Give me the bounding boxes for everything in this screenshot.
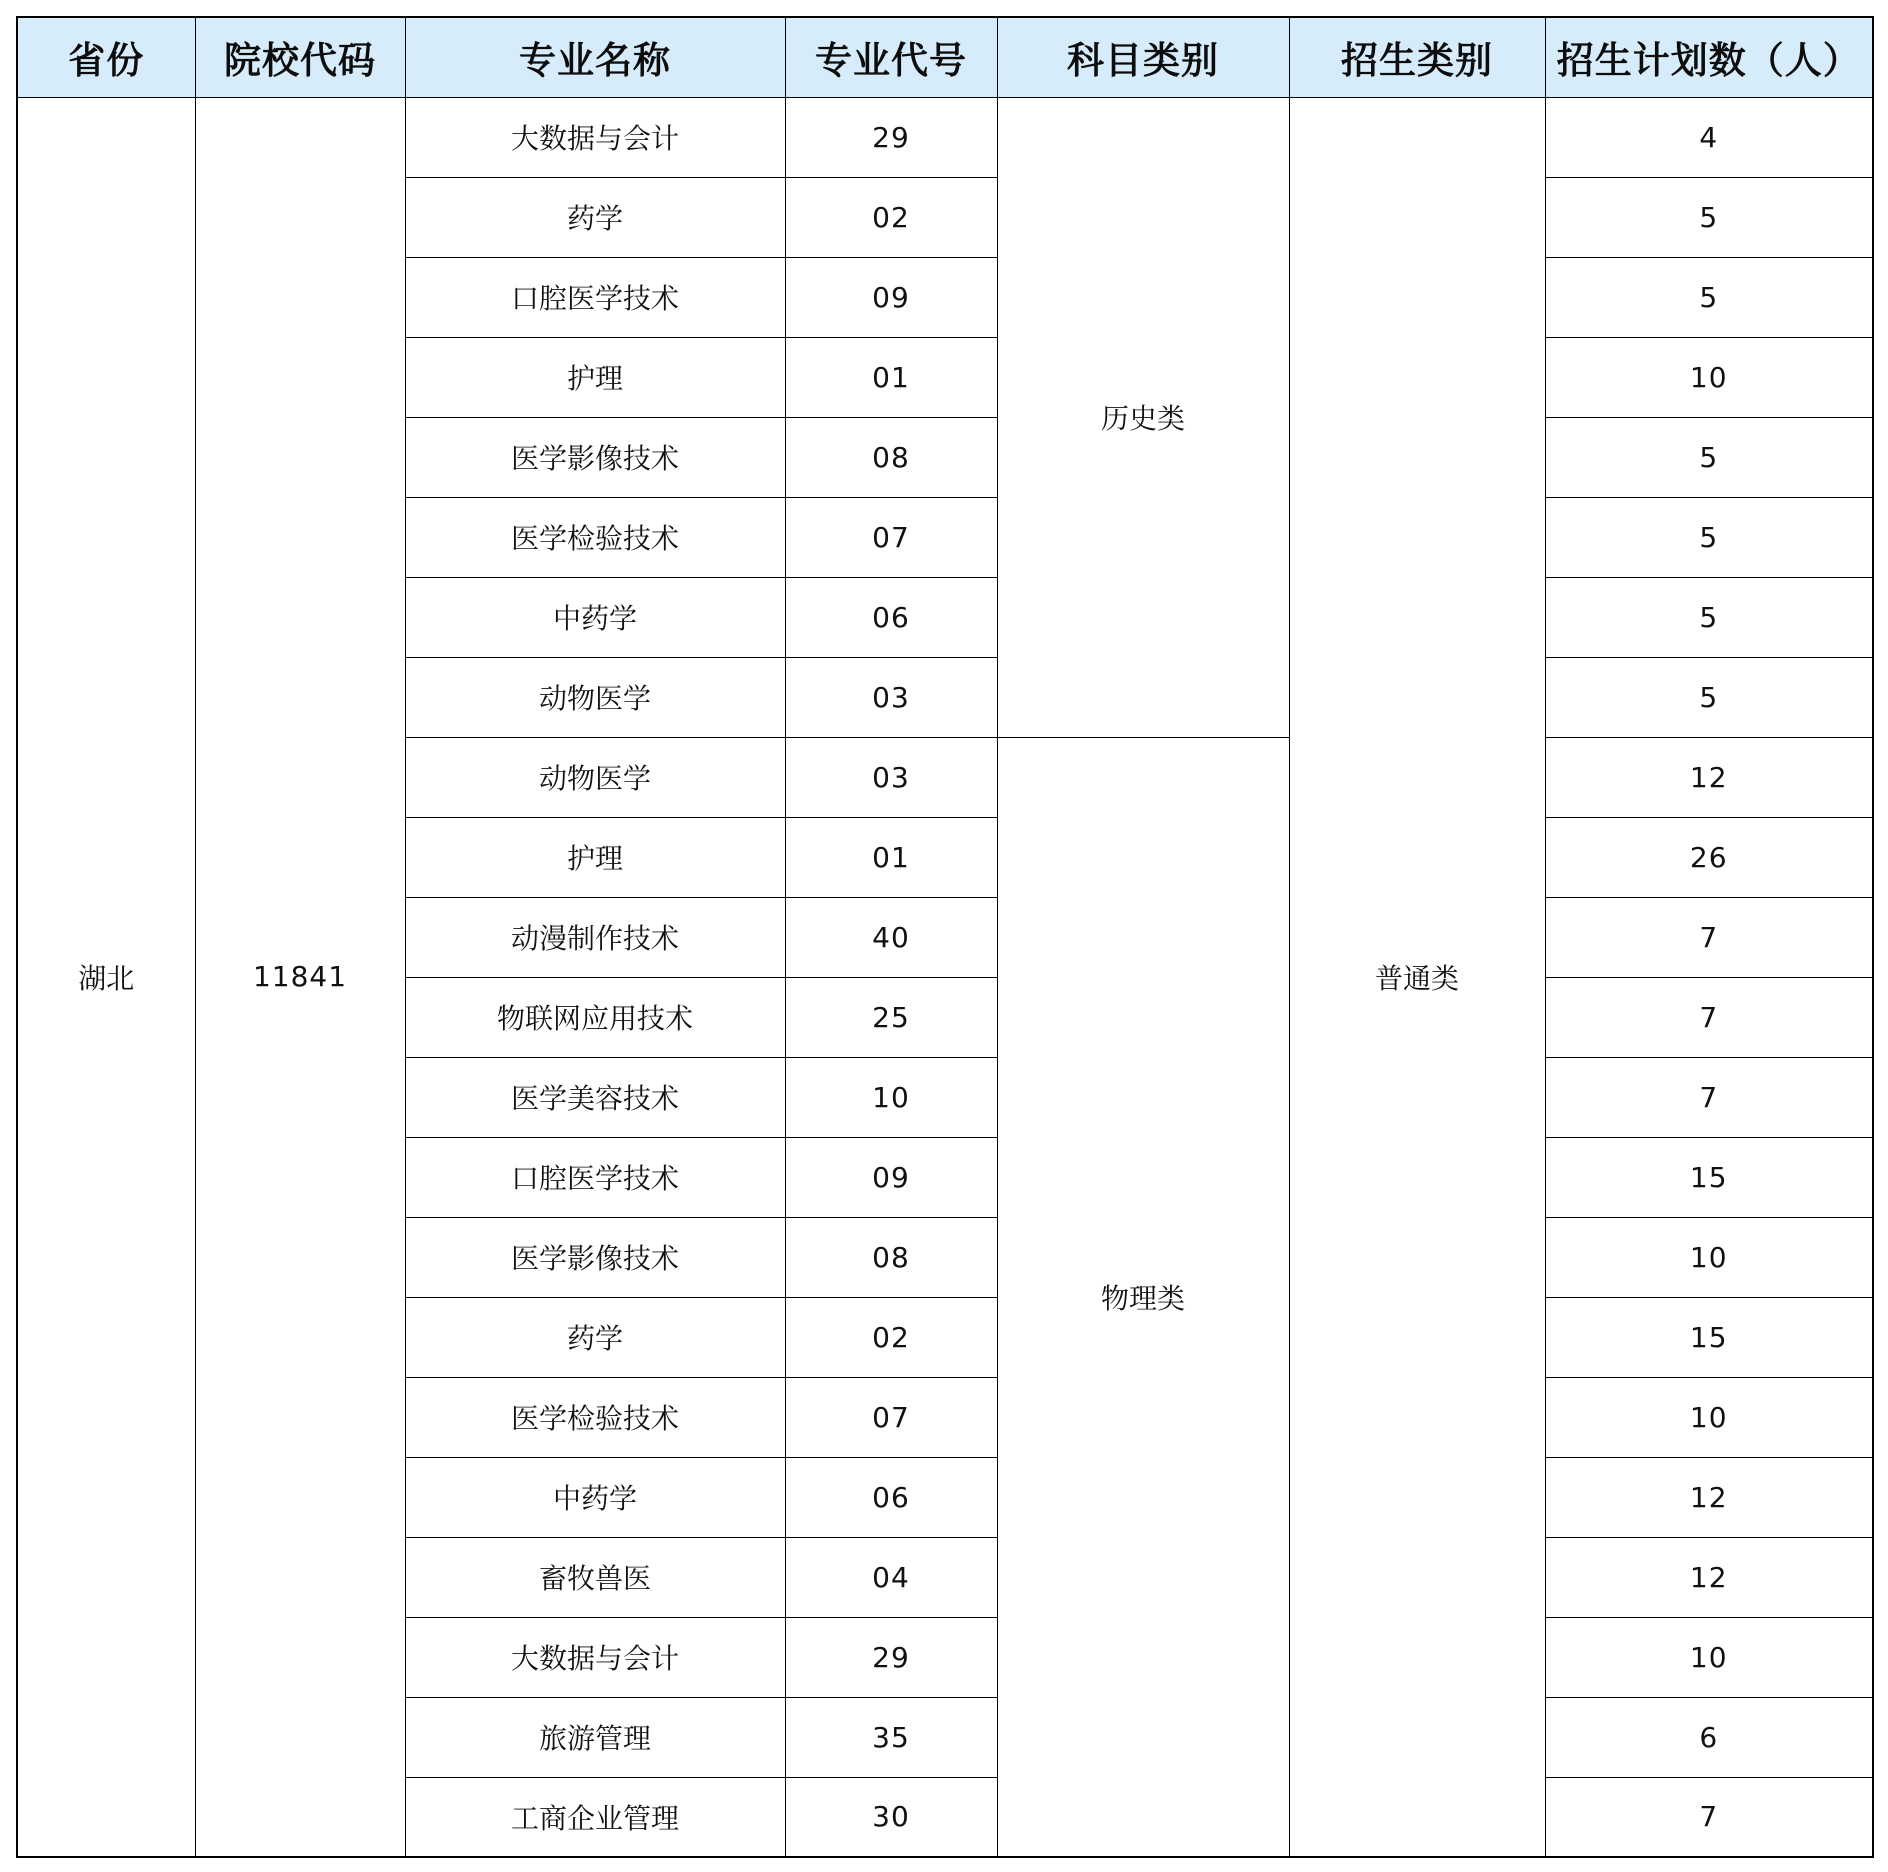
major-name-cell: 护理	[405, 817, 785, 897]
major-name-cell: 护理	[405, 337, 785, 417]
plan-count-cell: 12	[1545, 1457, 1873, 1537]
header-major-code: 专业代号	[785, 17, 997, 97]
major-code-cell: 07	[785, 1377, 997, 1457]
major-name-cell: 工商企业管理	[405, 1777, 785, 1857]
header-province: 省份	[17, 17, 195, 97]
major-name-cell: 医学影像技术	[405, 1217, 785, 1297]
plan-count-cell: 4	[1545, 97, 1873, 177]
major-name-cell: 动物医学	[405, 657, 785, 737]
major-name-cell: 大数据与会计	[405, 97, 785, 177]
major-code-cell: 02	[785, 177, 997, 257]
major-code-cell: 03	[785, 657, 997, 737]
major-name-cell: 口腔医学技术	[405, 257, 785, 337]
plan-count-cell: 7	[1545, 897, 1873, 977]
major-code-cell: 35	[785, 1697, 997, 1777]
major-code-cell: 40	[785, 897, 997, 977]
major-code-cell: 25	[785, 977, 997, 1057]
plan-count-cell: 5	[1545, 417, 1873, 497]
major-name-cell: 旅游管理	[405, 1697, 785, 1777]
major-code-cell: 29	[785, 97, 997, 177]
major-code-cell: 10	[785, 1057, 997, 1137]
major-name-cell: 医学检验技术	[405, 497, 785, 577]
major-name-cell: 口腔医学技术	[405, 1137, 785, 1217]
plan-count-cell: 7	[1545, 977, 1873, 1057]
major-code-cell: 06	[785, 1457, 997, 1537]
major-name-cell: 医学美容技术	[405, 1057, 785, 1137]
major-name-cell: 药学	[405, 1297, 785, 1377]
major-code-cell: 03	[785, 737, 997, 817]
plan-count-cell: 5	[1545, 657, 1873, 737]
table-body	[17, 97, 1873, 1857]
header-enrollment-category: 招生类别	[1289, 17, 1545, 97]
plan-count-cell: 5	[1545, 577, 1873, 657]
plan-count-cell: 12	[1545, 737, 1873, 817]
school-code-cell: 11841	[195, 97, 405, 1857]
plan-count-cell: 15	[1545, 1297, 1873, 1377]
major-code-cell: 30	[785, 1777, 997, 1857]
plan-count-cell: 12	[1545, 1537, 1873, 1617]
plan-count-cell: 6	[1545, 1697, 1873, 1777]
plan-count-cell: 26	[1545, 817, 1873, 897]
subject-category-cell: 历史类	[997, 97, 1289, 737]
plan-count-cell: 5	[1545, 497, 1873, 577]
plan-count-cell: 10	[1545, 1617, 1873, 1697]
major-code-cell: 09	[785, 257, 997, 337]
plan-count-cell: 15	[1545, 1137, 1873, 1217]
major-name-cell: 物联网应用技术	[405, 977, 785, 1057]
major-code-cell: 04	[785, 1537, 997, 1617]
major-code-cell: 08	[785, 1217, 997, 1297]
enrollment-plan-sheet	[16, 16, 1872, 1856]
plan-count-cell: 5	[1545, 257, 1873, 337]
major-code-cell: 09	[785, 1137, 997, 1217]
major-name-cell: 药学	[405, 177, 785, 257]
header-plan-count: 招生计划数（人）	[1545, 17, 1873, 97]
enrollment-plan-table	[16, 16, 1874, 1858]
major-name-cell: 动物医学	[405, 737, 785, 817]
major-name-cell: 中药学	[405, 577, 785, 657]
plan-count-cell: 5	[1545, 177, 1873, 257]
header-subject-category: 科目类别	[997, 17, 1289, 97]
province-cell: 湖北	[17, 97, 195, 1857]
major-code-cell: 08	[785, 417, 997, 497]
plan-count-cell: 10	[1545, 1217, 1873, 1297]
major-name-cell: 畜牧兽医	[405, 1537, 785, 1617]
major-name-cell: 动漫制作技术	[405, 897, 785, 977]
major-name-cell: 医学影像技术	[405, 417, 785, 497]
major-name-cell: 中药学	[405, 1457, 785, 1537]
major-code-cell: 01	[785, 817, 997, 897]
plan-count-cell: 10	[1545, 1377, 1873, 1457]
plan-count-cell: 7	[1545, 1057, 1873, 1137]
major-code-cell: 06	[785, 577, 997, 657]
subject-category-cell: 物理类	[997, 737, 1289, 1857]
major-code-cell: 02	[785, 1297, 997, 1377]
plan-count-cell: 7	[1545, 1777, 1873, 1857]
major-code-cell: 29	[785, 1617, 997, 1697]
major-code-cell: 07	[785, 497, 997, 577]
header-school-code: 院校代码	[195, 17, 405, 97]
major-name-cell: 大数据与会计	[405, 1617, 785, 1697]
major-name-cell: 医学检验技术	[405, 1377, 785, 1457]
table-header-row	[17, 17, 1873, 97]
enrollment-category-cell: 普通类	[1289, 97, 1545, 1857]
table-row	[17, 97, 1873, 177]
major-code-cell: 01	[785, 337, 997, 417]
header-major-name: 专业名称	[405, 17, 785, 97]
plan-count-cell: 10	[1545, 337, 1873, 417]
